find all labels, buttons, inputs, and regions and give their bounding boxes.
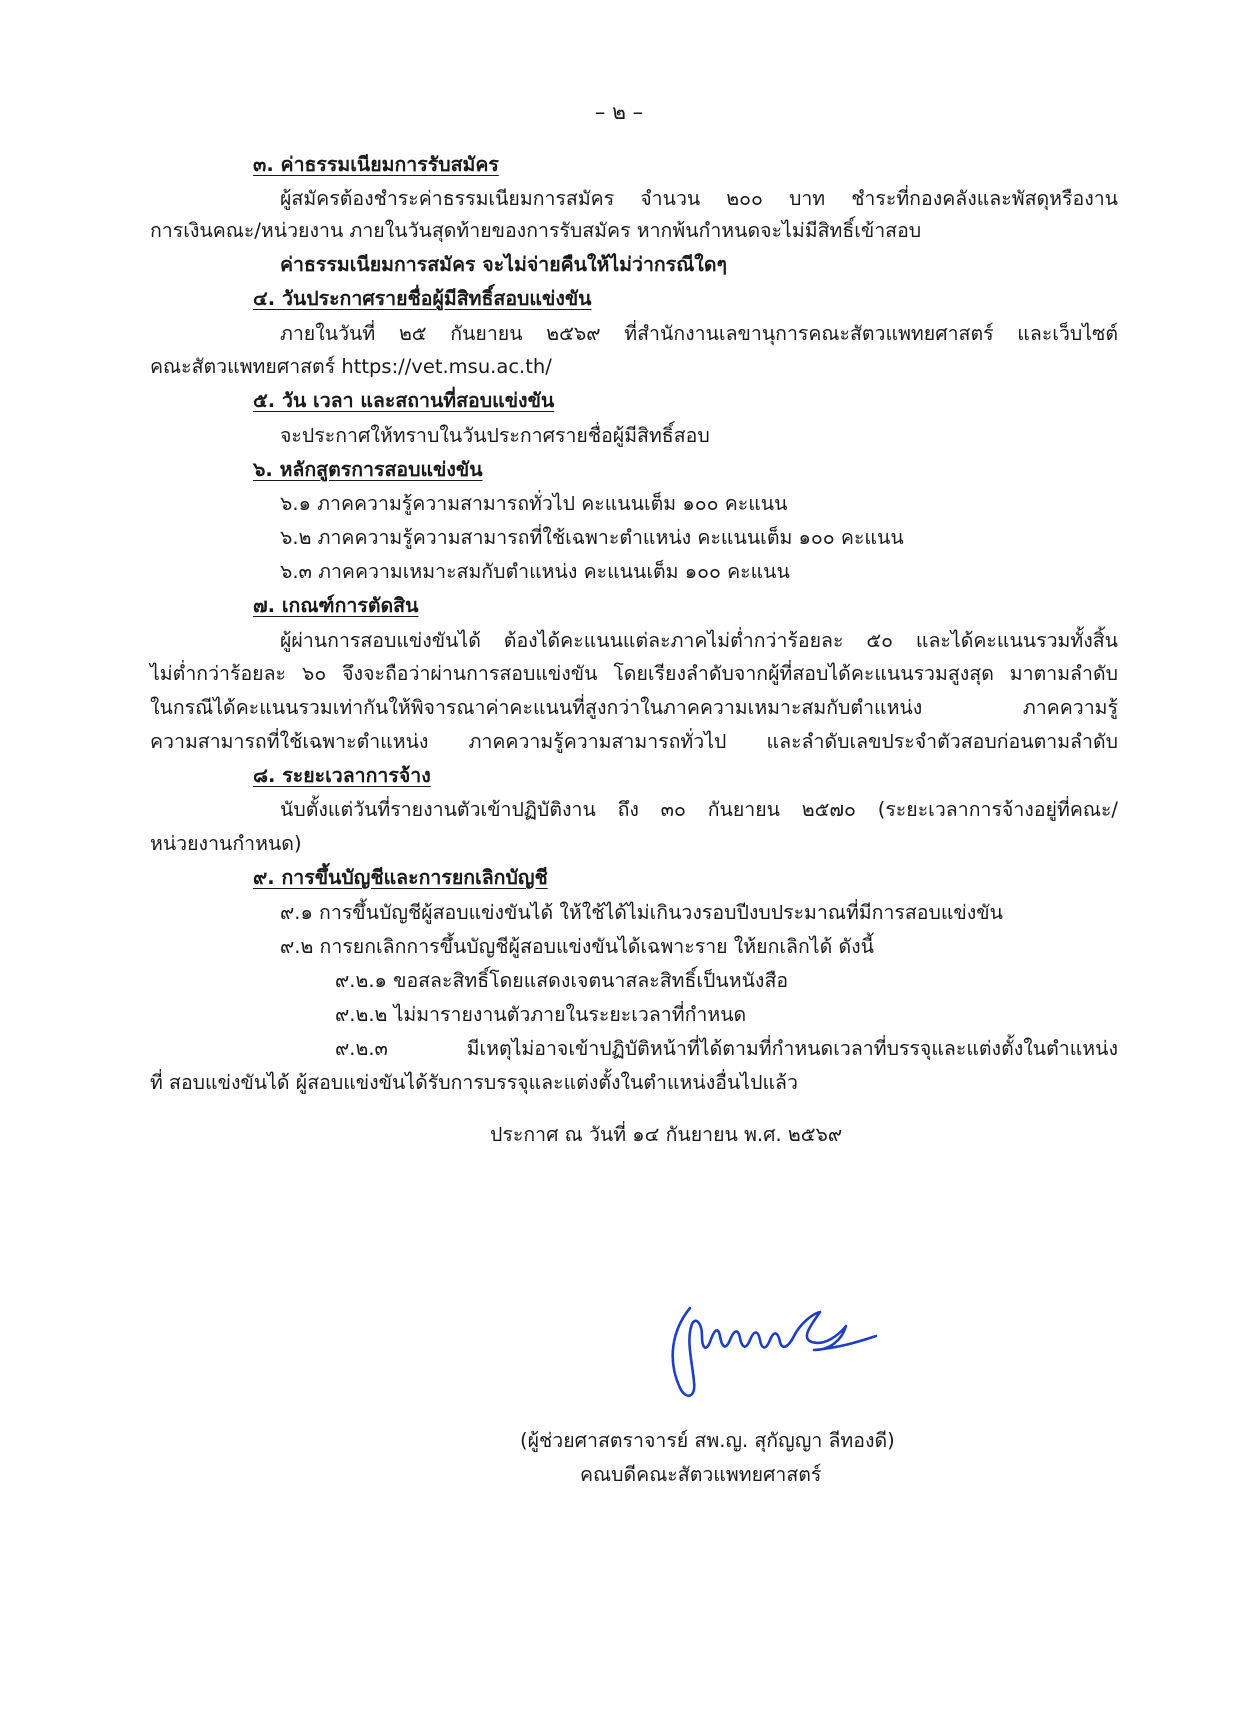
section-9-item-2-3-line-1: ๙.๒.๓ มีเหตุไม่อาจเข้าปฏิบัติหน้าที่ได้ตามที่กำหนดเวลาที่บรรจุและแต่งตั้งในตำแหน่ง [335, 1037, 1118, 1060]
section-9-item-2-3-line-2: ที่ สอบแข่งขันได้ ผู้สอบแข่งขันได้รับการบรรจุและแต่งตั้งในตำแหน่งอื่นไปแล้ว [150, 1071, 798, 1094]
section-6-item-3: ๖.๓ ภาคความเหมาะสมกับตำแหน่ง คะแนนเต็ม ๑๐๐ คะแนน [280, 560, 790, 583]
section-9-item-2: ๙.๒ การยกเลิกการขึ้นบัญชีผู้สอบแข่งขันได้เฉพาะราย ให้ยกเลิกได้ ดังนี้ [280, 935, 874, 958]
section-9-item-2-2: ๙.๒.๒ ไม่มารายงานตัวภายในระยะเวลาที่กำหนด [335, 1003, 747, 1026]
section-3-text-line-1: ผู้สมัครต้องชำระค่าธรรมเนียมการสมัคร จำนวน ๒๐๐ บาท ชำระที่กองคลังและพัสดุหรืองาน [280, 187, 1118, 210]
section-7-text-line-4: ความสามารถที่ใช้เฉพาะตำแหน่ง ภาคความรู้ความสามารถทั่วไป และลำดับเลขประจำตัวสอบก่อนตามลำดับ [150, 730, 1118, 753]
section-3-fee-note: ค่าธรรมเนียมการสมัคร จะไม่จ่ายคืนให้ไม่ว่ากรณีใดๆ [280, 253, 727, 276]
section-4-text-line-2: คณะสัตวแพทยศาสตร์ https://vet.msu.ac.th/ [150, 355, 552, 378]
section-3-text-line-2: การเงินคณะ/หน่วยงาน ภายในวันสุดท้ายของการรับสมัคร หากพ้นกำหนดจะไม่มีสิทธิ์เข้าสอบ [150, 219, 922, 242]
handwritten-signature [662, 1290, 932, 1410]
section-4-text-line-1: ภายในวันที่ ๒๕ กันยายน ๒๕๖๙ ที่สำนักงานเลขานุการคณะสัตวแพทยศาสตร์ และเว็บไซต์ [280, 322, 1118, 345]
signatory-title: คณบดีคณะสัตวแพทยศาสตร์ [580, 1463, 822, 1486]
section-7-text-line-1: ผู้ผ่านการสอบแข่งขันได้ ต้องได้คะแนนแต่ละภาคไม่ต่ำกว่าร้อยละ ๕๐ และได้คะแนนรวมทั้งสิ้น [280, 629, 1118, 652]
section-9-item-2-1: ๙.๒.๑ ขอสละสิทธิ์โดยแสดงเจตนาสละสิทธิ์เป็นหนังสือ [335, 969, 789, 992]
section-4-heading: ๔. วันประกาศรายชื่อผู้มีสิทธิ์สอบแข่งขัน [253, 287, 592, 310]
page-number: – ๒ – [594, 100, 644, 124]
section-3-heading: ๓. ค่าธรรมเนียมการรับสมัคร [253, 153, 499, 176]
section-7-heading: ๗. เกณฑ์การตัดสิน [253, 594, 419, 617]
section-8-heading: ๘. ระยะเวลาการจ้าง [253, 764, 431, 787]
signatory-name: (ผู้ช่วยศาสตราจารย์ สพ.ญ. สุกัญญา ลีทองดี) [520, 1429, 895, 1452]
section-5-heading: ๕. วัน เวลา และสถานที่สอบแข่งขัน [253, 389, 555, 412]
section-7-text-line-3: ในกรณีได้คะแนนรวมเท่ากันให้พิจารณาค่าคะแนนที่สูงกว่าในภาคความเหมาะสมกับตำแหน่ง ภาคความรู้ [150, 696, 1118, 719]
section-8-text-line-2: หน่วยงานกำหนด) [150, 832, 302, 855]
section-6-heading: ๖. หลักสูตรการสอบแข่งขัน [253, 458, 483, 481]
section-7-text-line-2: ไม่ต่ำกว่าร้อยละ ๖๐ จึงจะถือว่าผ่านการสอบแข่งขัน โดยเรียงลำดับจากผู้ที่สอบได้คะแนนรวมสูงสุด มาตามลำดับ [150, 662, 1118, 685]
section-8-text-line-1: นับตั้งแต่วันที่รายงานตัวเข้าปฏิบัติงาน ถึง ๓๐ กันยายน ๒๕๗๐ (ระยะเวลาการจ้างอยู่ที่คณะ/ [280, 798, 1118, 821]
section-9-item-1: ๙.๑ การขึ้นบัญชีผู้สอบแข่งขันได้ ให้ใช้ได้ไม่เกินวงรอบปีงบประมาณที่มีการสอบแข่งขัน [280, 901, 1003, 924]
section-6-item-1: ๖.๑ ภาคความรู้ความสามารถทั่วไป คะแนนเต็ม ๑๐๐ คะแนน [280, 492, 788, 515]
section-5-text: จะประกาศให้ทราบในวันประกาศรายชื่อผู้มีสิทธิ์สอบ [280, 424, 710, 447]
announcement-date: ประกาศ ณ วันที่ ๑๔ กันยายน พ.ศ. ๒๕๖๙ [490, 1123, 843, 1146]
section-6-item-2: ๖.๒ ภาคความรู้ความสามารถที่ใช้เฉพาะตำแหน่ง คะแนนเต็ม ๑๐๐ คะแนน [280, 526, 904, 549]
section-9-heading: ๙. การขึ้นบัญชีและการยกเลิกบัญชี [253, 866, 548, 889]
